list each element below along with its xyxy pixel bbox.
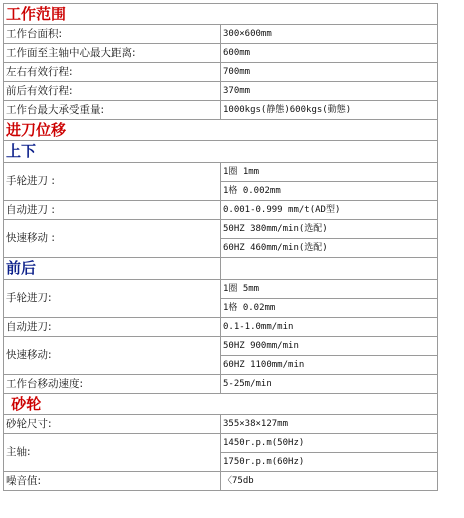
subsection-row (4, 258, 438, 280)
row-label: 工作台移动速度: (4, 375, 221, 394)
row-value: 355×38×127mm (221, 415, 438, 434)
table-row (4, 434, 438, 453)
section-row (4, 120, 438, 141)
row-value: 60HZ 1100mm/min (221, 356, 438, 375)
row-value: 700mm (221, 63, 438, 82)
spec-table (3, 3, 438, 491)
row-value: 1圈 1mm (221, 163, 438, 182)
empty-cell (221, 258, 438, 280)
row-value: 1格 0.002mm (221, 182, 438, 201)
table-row (4, 101, 438, 120)
row-label: 手轮进刀: (4, 280, 221, 318)
row-value: 60HZ 460mm/min(选配) (221, 239, 438, 258)
row-value: 1750r.p.m(60Hz) (221, 453, 438, 472)
section-row (4, 394, 438, 415)
table-row (4, 337, 438, 356)
table-row (4, 220, 438, 239)
row-label: 快速移动 : (4, 220, 221, 258)
row-value: 1450r.p.m(50Hz) (221, 434, 438, 453)
row-value: 〈75db (221, 472, 438, 491)
table-row (4, 44, 438, 63)
table-row (4, 472, 438, 491)
table-row (4, 415, 438, 434)
section-title-wheel-text: 砂轮 (11, 395, 42, 413)
row-value: 600mm (221, 44, 438, 63)
row-label: 自动进刀: (4, 318, 221, 337)
row-value: 50HZ 900mm/min (221, 337, 438, 356)
row-label: 前后有效行程: (4, 82, 221, 101)
row-value: 50HZ 380mm/min(选配) (221, 220, 438, 239)
subsection-title-front-back: 前后 (4, 258, 221, 280)
table-row (4, 318, 438, 337)
row-value: 1000kgs(静態)600kgs(動態) (221, 101, 438, 120)
row-label: 左右有效行程: (4, 63, 221, 82)
row-value: 300×600mm (221, 25, 438, 44)
table-row (4, 280, 438, 299)
table-row (4, 63, 438, 82)
row-value: 1圈 5mm (221, 280, 438, 299)
row-label: 主轴: (4, 434, 221, 472)
row-value: 0.1-1.0mm/min (221, 318, 438, 337)
row-value: 1格 0.02mm (221, 299, 438, 318)
section-title-feed: 进刀位移 (4, 120, 438, 141)
table-row (4, 201, 438, 220)
row-value: 0.001-0.999 mm/t(AD型) (221, 201, 438, 220)
subsection-title-up-down: 上下 (4, 141, 438, 163)
table-row (4, 82, 438, 101)
subsection-row (4, 141, 438, 163)
row-label: 快速移动: (4, 337, 221, 375)
row-label: 工作面至主轴中心最大距离: (4, 44, 221, 63)
table-row (4, 375, 438, 394)
row-value: 5-25m/min (221, 375, 438, 394)
row-label: 工作台面积: (4, 25, 221, 44)
section-title-work-range: 工作范围 (4, 4, 438, 25)
row-label: 工作台最大承受重量: (4, 101, 221, 120)
section-row (4, 4, 438, 25)
row-label: 砂轮尺寸: (4, 415, 221, 434)
row-value: 370mm (221, 82, 438, 101)
table-row (4, 163, 438, 182)
section-title-wheel (4, 394, 438, 415)
row-label: 自动进刀 : (4, 201, 221, 220)
table-row (4, 25, 438, 44)
row-label: 手轮进刀 : (4, 163, 221, 201)
row-label: 噪音值: (4, 472, 221, 491)
